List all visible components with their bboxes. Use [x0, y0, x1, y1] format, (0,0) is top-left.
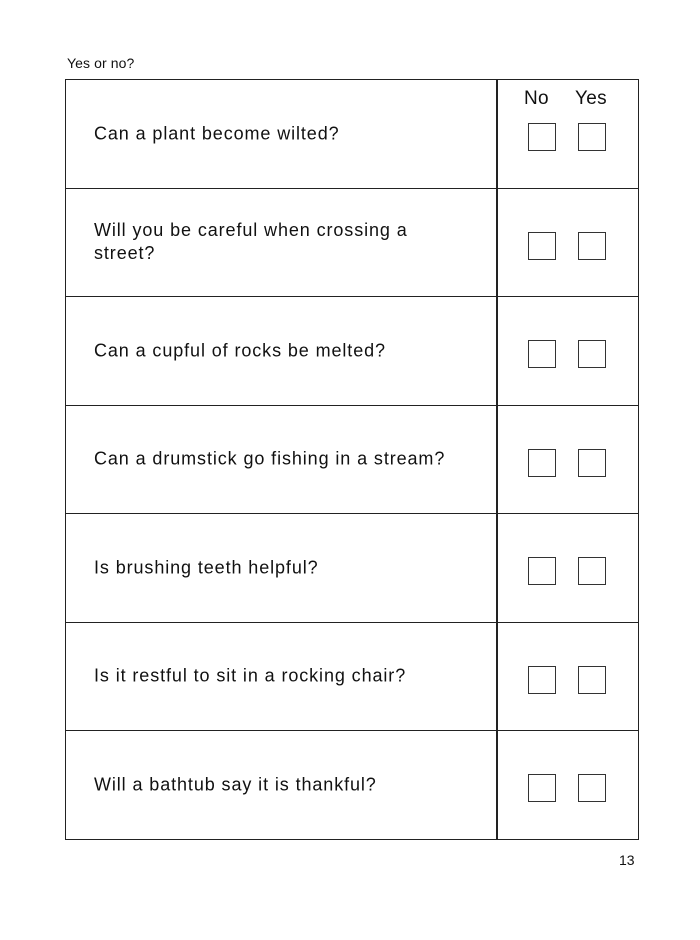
- no-checkbox[interactable]: [528, 666, 556, 694]
- no-checkbox[interactable]: [528, 557, 556, 585]
- question-text: Can a plant become wilted?: [94, 123, 340, 144]
- question-row: [66, 297, 638, 406]
- question-row: [66, 80, 638, 189]
- no-checkbox[interactable]: [528, 340, 556, 368]
- yes-checkbox[interactable]: [578, 340, 606, 368]
- question-row: [66, 514, 638, 623]
- yes-checkbox[interactable]: [578, 123, 606, 151]
- no-checkbox[interactable]: [528, 449, 556, 477]
- yes-checkbox[interactable]: [578, 774, 606, 802]
- yes-checkbox[interactable]: [578, 449, 606, 477]
- question-row: [66, 731, 638, 840]
- question-table: [65, 79, 639, 840]
- yes-checkbox[interactable]: [578, 557, 606, 585]
- question-text: Is brushing teeth helpful?: [94, 557, 319, 578]
- question-text: Will a bathtub say it is thankful?: [94, 774, 377, 795]
- no-checkbox[interactable]: [528, 232, 556, 260]
- no-checkbox[interactable]: [528, 774, 556, 802]
- no-checkbox[interactable]: [528, 123, 556, 151]
- question-row: [66, 406, 638, 515]
- page-number: 13: [619, 852, 635, 868]
- question-row: [66, 189, 638, 298]
- yes-checkbox[interactable]: [578, 232, 606, 260]
- question-text: Will you be careful when crossing a street?: [94, 219, 408, 263]
- worksheet-heading: Yes or no?: [67, 55, 135, 71]
- question-text: Can a cupful of rocks be melted?: [94, 340, 386, 361]
- question-row: [66, 623, 638, 732]
- question-text: Is it restful to sit in a rocking chair?: [94, 665, 407, 686]
- question-text: Can a drumstick go fishing in a stream?: [94, 448, 446, 469]
- yes-checkbox[interactable]: [578, 666, 606, 694]
- yes-column-header: Yes: [575, 88, 607, 109]
- no-column-header: No: [524, 88, 549, 109]
